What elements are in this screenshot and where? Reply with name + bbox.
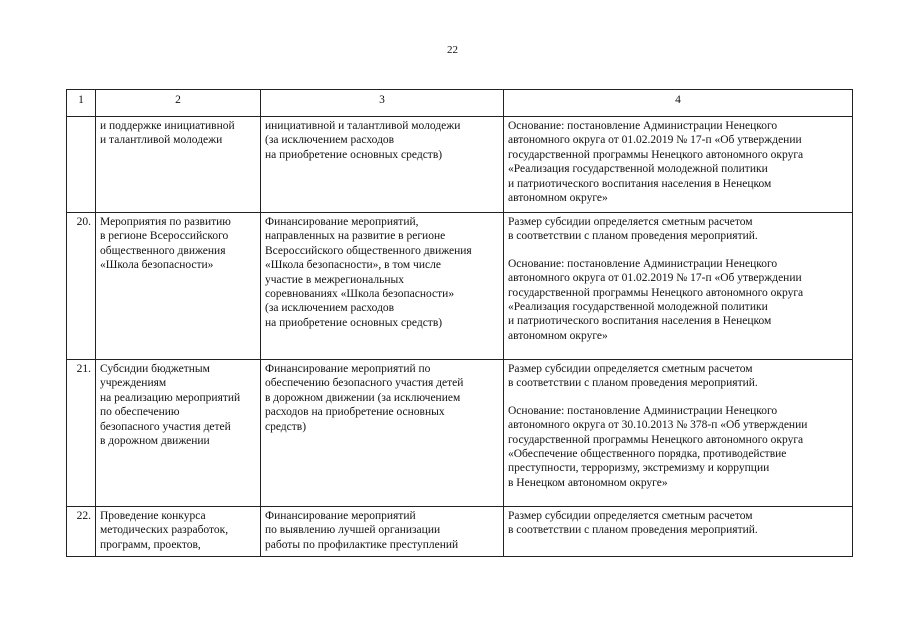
financing-description-cell: Финансирование мероприятий по выявлению лучшей организации работы по профилактике преступлений: [261, 507, 504, 557]
financing-description-cell: Финансирование мероприятий, направленных на развитие в регионе Всероссийского общественного движения «Школа безопасности», в том числе участие в межрегиональных соревнованиях «Школа безопасности» (за исключением расходов на приобретение основных средств): [261, 213, 504, 360]
basis-text: Основание: постановление Администрации Ненецкого автономного округа от 01.02.2019 № 17-п «Об утверждении государственной программы Ненецкого автономного округа «Реализация государственной молодежной политики и патриотического воспитания населения в Ненецком автономном округе»: [508, 120, 804, 205]
basis-cell: [504, 117, 853, 213]
column-header-4: 4: [504, 90, 853, 117]
table-row-22: [67, 507, 853, 557]
event-name-cell: Проведение конкурса методических разработок, программ, проектов,: [96, 507, 261, 557]
table-row-20: [67, 213, 853, 360]
basis-text: Основание: постановление Администрации Ненецкого автономного округа от 30.10.2013 № 378-п «Об утверждении государственной программы Ненецкого автономного округа «Обеспечение общественного порядка, противодействие преступности, терроризму, экстремизму и коррупции в Ненецком автономном округе»: [508, 404, 808, 489]
financing-description-cell: Финансирование мероприятий по обеспечению безопасного участия детей в дорожном движении (за исключением расходов на приобретение основных средств): [261, 360, 504, 507]
basis-cell: [504, 213, 853, 360]
subsidy-size-text: Размер субсидии определяется сметным расчетом в соответствии с планом проведения мероприятий.: [508, 510, 758, 537]
table-header-row: [67, 90, 853, 117]
event-name-cell: и поддержке инициативной и талантливой молодежи: [96, 117, 261, 213]
table-row-21: [67, 360, 853, 507]
event-name-cell: Мероприятия по развитию в регионе Всероссийского общественного движения «Школа безопасности»: [96, 213, 261, 360]
column-header-2: 2: [96, 90, 261, 117]
subsidy-size-text: Размер субсидии определяется сметным расчетом в соответствии с планом проведения мероприятий.: [508, 363, 758, 390]
table-row-continuation: [67, 117, 853, 213]
subsidy-size-text: Размер субсидии определяется сметным расчетом в соответствии с планом проведения мероприятий.: [508, 216, 758, 243]
page-number: 22: [447, 44, 458, 56]
column-header-3: 3: [261, 90, 504, 117]
row-number: [67, 117, 96, 213]
basis-text: Основание: постановление Администрации Ненецкого автономного округа от 01.02.2019 № 17-п «Об утверждении государственной программы Ненецкого автономного округа «Реализация государственной молодежной политики и патриотического воспитания населения в Ненецком автономном округе»: [508, 257, 804, 342]
basis-cell: [504, 507, 853, 557]
financing-description-cell: инициативной и талантливой молодежи (за исключением расходов на приобретение основных средств): [261, 117, 504, 213]
row-number: 22.: [67, 507, 96, 557]
row-number: 21.: [67, 360, 96, 507]
event-name-cell: Субсидии бюджетным учреждениям на реализацию мероприятий по обеспечению безопасного участия детей в дорожном движении: [96, 360, 261, 507]
column-header-1: 1: [67, 90, 96, 117]
subsidy-table: [66, 89, 853, 557]
row-number: 20.: [67, 213, 96, 360]
basis-cell: [504, 360, 853, 507]
